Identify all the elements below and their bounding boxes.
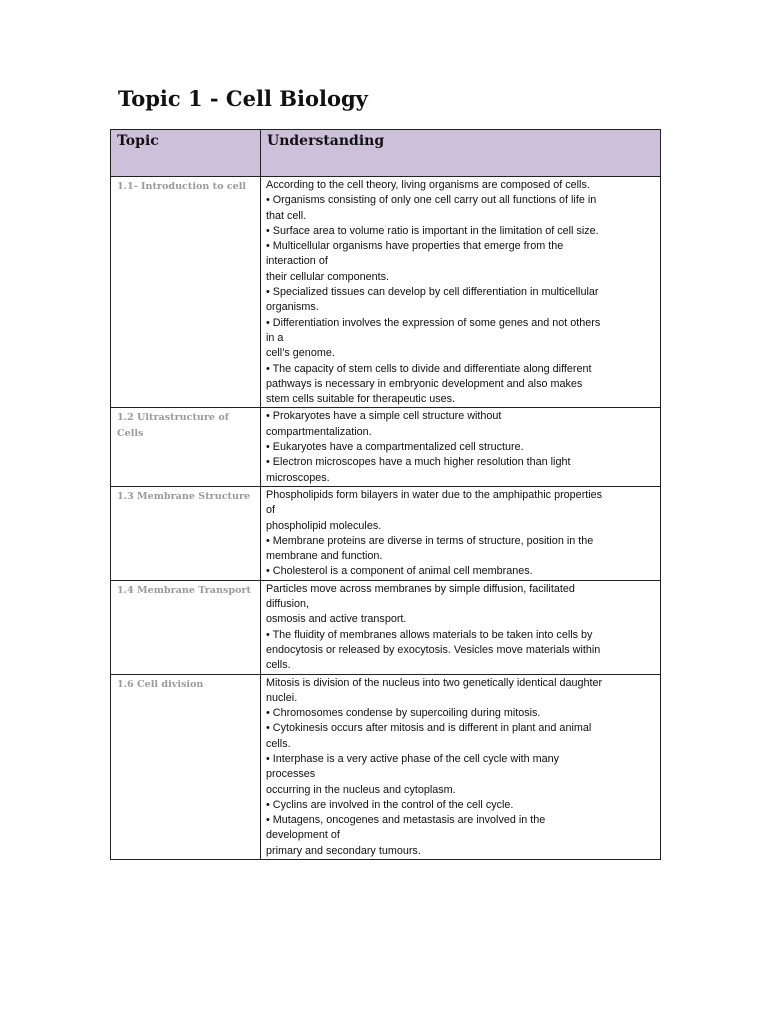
understanding-line: organisms. (266, 301, 319, 314)
header-understanding-label: Understanding (267, 133, 385, 149)
understanding-line: primary and secondary tumours. (266, 844, 421, 857)
table-row (111, 486, 661, 580)
understanding-line: stem cells suitable for therapeutic uses. (266, 393, 456, 406)
understanding-line: pathways is necessary in embryonic development and also makes (266, 377, 583, 390)
table-row (111, 177, 661, 408)
understanding-line: cells. (266, 737, 291, 750)
header-topic (111, 130, 261, 177)
table-body (111, 177, 661, 860)
topic-label: 1.2 Ultrastructure of Cells (117, 412, 229, 439)
understanding-line: Mitosis is division of the nucleus into two genetically identical daughter (266, 676, 603, 689)
understanding-line: • Surface area to volume ratio is important in the limitation of cell size. (266, 224, 599, 237)
understanding-line: phospholipid molecules. (266, 519, 382, 532)
understanding-line: • The capacity of stem cells to divide and differentiate along different (266, 362, 592, 375)
table-row (111, 408, 661, 486)
understanding-cell (261, 674, 661, 860)
table-row (111, 674, 661, 860)
understanding-line: • Mutagens, oncogenes and metastasis are involved in the (266, 814, 546, 827)
understanding-line: • Cholesterol is a component of animal cell membranes. (266, 565, 533, 578)
understanding-line: development of (266, 829, 340, 842)
understanding-line: • Membrane proteins are diverse in terms of structure, position in the (266, 534, 594, 547)
understanding-line: Phospholipids form bilayers in water due to the amphipathic properties (266, 488, 603, 501)
topic-cell (111, 674, 261, 860)
table-row (111, 580, 661, 674)
topic-label: 1.6 Cell division (117, 678, 204, 690)
topic-understanding-table (110, 129, 661, 860)
understanding-line: • Chromosomes condense by supercoiling during mitosis. (266, 707, 541, 720)
understanding-line: processes (266, 768, 316, 781)
understanding-line: cells. (266, 659, 291, 672)
understanding-line: endocytosis or released by exocytosis. Vesicles move materials within (266, 643, 601, 656)
understanding-line: • Cyclins are involved in the control of the cell cycle. (266, 798, 514, 811)
topic-label: 1.1- Introduction to cell (117, 181, 247, 192)
topic-cell (111, 177, 261, 408)
topic-cell (111, 408, 261, 486)
understanding-line: • Interphase is a very active phase of the cell cycle with many (266, 752, 560, 765)
understanding-line: that cell. (266, 209, 307, 222)
understanding-line: in a (266, 331, 284, 344)
understanding-cell (261, 486, 661, 580)
header-understanding (261, 130, 661, 177)
understanding-line: Particles move across membranes by simple diffusion, facilitated (266, 582, 575, 595)
topic-cell (111, 486, 261, 580)
understanding-line: compartmentalization. (266, 425, 372, 438)
understanding-line: • Eukaryotes have a compartmentalized cell structure. (266, 441, 524, 454)
understanding-line: • Prokaryotes have a simple cell structure without (266, 410, 502, 423)
understanding-line: • Multicellular organisms have properties that emerge from the (266, 240, 564, 253)
understanding-line: • Organisms consisting of only one cell carry out all functions of life in (266, 194, 597, 207)
table-header-row (111, 130, 661, 177)
topic-label: 1.3 Membrane Structure (117, 490, 251, 502)
understanding-line: their cellular components. (266, 270, 390, 283)
understanding-line: cell’s genome. (266, 347, 335, 360)
understanding-line: osmosis and active transport. (266, 613, 407, 626)
understanding-line: • Differentiation involves the expression of some genes and not others (266, 316, 601, 329)
understanding-line: • The fluidity of membranes allows materials to be taken into cells by (266, 628, 593, 641)
understanding-cell (261, 408, 661, 486)
understanding-line: • Electron microscopes have a much higher resolution than light (266, 456, 571, 469)
understanding-line: • Specialized tissues can develop by cell differentiation in multicellular (266, 286, 599, 299)
understanding-line: According to the cell theory, living organisms are composed of cells. (266, 179, 590, 191)
understanding-line: nuclei. (266, 691, 298, 704)
understanding-cell (261, 580, 661, 674)
page-title: Topic 1 - Cell Biology (118, 86, 368, 111)
understanding-line: occurring in the nucleus and cytoplasm. (266, 783, 456, 796)
understanding-line: membrane and function. (266, 550, 383, 563)
topic-label: 1.4 Membrane Transport (117, 584, 251, 596)
header-topic-label: Topic (117, 133, 159, 149)
understanding-line: • Cytokinesis occurs after mitosis and is different in plant and animal (266, 722, 592, 735)
understanding-line: microscopes. (266, 471, 330, 484)
understanding-line: diffusion, (266, 598, 310, 611)
understanding-cell (261, 177, 661, 408)
topic-cell (111, 580, 261, 674)
understanding-line: of (266, 504, 276, 517)
understanding-line: interaction of (266, 255, 328, 268)
